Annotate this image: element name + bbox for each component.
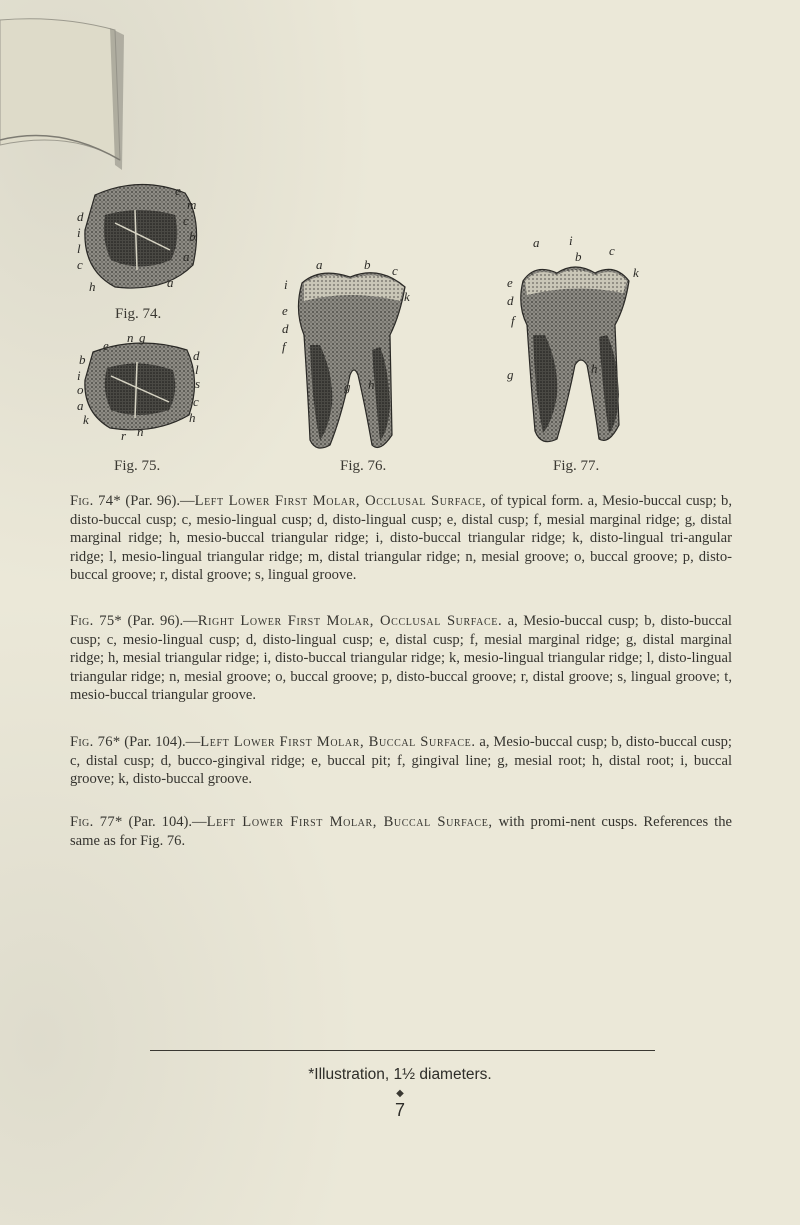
svg-text:a: a [167, 275, 174, 290]
svg-text:f: f [511, 313, 515, 328]
page-number: 7 [394, 1100, 405, 1120]
caption-title: Left Lower First Molar, Occlusal Surface, [194, 493, 487, 509]
caption-fig-75 [70, 612, 732, 705]
svg-text:i: i [77, 368, 81, 383]
caption-body: a, Mesio-buccal cusp; b, disto-buccal cusp; c, mesio-lingual cusp; d, disto-lingual cusp; e, distal cusp; f, mesial marginal ridge; g, distal marginal ridge; h, mesial triangular ridge; i, disto-buccal triangular ridge; k, mesio-lingual triangular ridge; l, disto-lingual triangular ridge; n, mesial groove; o, buccal groove; p, disto-buccal groove; r, distal groove; s, lingual groove; t, mesio-buccal triangular groove. [70, 613, 732, 704]
svg-text:i: i [569, 233, 573, 248]
svg-text:b: b [575, 249, 582, 264]
caption-lead: Fig. 74* [70, 493, 121, 509]
svg-text:i: i [77, 225, 81, 240]
svg-text:a: a [77, 398, 84, 413]
svg-text:k: k [404, 289, 410, 304]
svg-text:n: n [137, 424, 144, 439]
caption-title: Right Lower First Molar, Occlusal Surface. [197, 613, 503, 629]
svg-text:m: m [187, 197, 197, 212]
svg-text:n: n [127, 330, 134, 345]
svg-text:b: b [189, 229, 196, 244]
svg-text:e: e [103, 338, 109, 353]
svg-text:g: g [139, 330, 146, 345]
caption-lead: Fig. 75* [70, 613, 123, 629]
caption-body: a, Mesio-buccal cusp; b, disto-buccal cusp; c, distal cusp; d, bucco-gingival ridge; e, buccal pit; f, gingival line; g, mesial root; h, distal root; i, buccal groove; k, disto-buccal groove. [70, 734, 732, 788]
svg-text:b: b [364, 257, 371, 272]
svg-text:l: l [195, 362, 199, 377]
svg-text:d: d [507, 293, 514, 308]
caption-fig-77 [70, 813, 732, 850]
svg-text:d: d [193, 348, 200, 363]
svg-text:g: g [344, 379, 351, 394]
svg-text:c: c [183, 213, 189, 228]
svg-text:e: e [282, 303, 288, 318]
svg-text:g: g [507, 367, 514, 382]
caption-title: Left Lower First Molar, Buccal Surface, [206, 814, 493, 830]
fig-76-label: Fig. 76. [340, 458, 387, 474]
caption-lead: Fig. 77* [70, 814, 123, 830]
svg-text:i: i [284, 277, 288, 292]
page-fold-artifact [0, 0, 130, 180]
svg-text:r: r [121, 428, 127, 443]
svg-text:k: k [633, 265, 639, 280]
svg-text:c: c [392, 263, 398, 278]
caption-ref: (Par. 104).— [120, 734, 201, 750]
svg-text:e: e [175, 183, 181, 198]
caption-ref: (Par. 96).— [122, 613, 198, 629]
caption-fig-76 [70, 733, 732, 789]
svg-text:c: c [609, 243, 615, 258]
fig-75-occlusal-drawing [75, 330, 215, 450]
svg-text:a: a [183, 249, 190, 264]
svg-text:h: h [189, 410, 196, 425]
caption-title: Left Lower First Molar, Buccal Surface. [200, 734, 476, 750]
caption-ref: (Par. 104).— [122, 814, 207, 830]
svg-text:o: o [77, 382, 84, 397]
svg-text:e: e [507, 275, 513, 290]
svg-text:c: c [77, 257, 83, 272]
svg-text:h: h [368, 377, 375, 392]
caption-ref: (Par. 96).— [120, 493, 195, 509]
svg-text:h: h [89, 279, 96, 294]
illustration-footnote: *Illustration, 1½ diameters. [308, 1066, 492, 1083]
fig-74-occlusal-drawing [75, 175, 215, 305]
fig-75-label: Fig. 75. [114, 458, 161, 474]
fig-77-buccal-drawing [495, 225, 655, 455]
svg-text:a: a [533, 235, 540, 250]
svg-text:k: k [83, 412, 89, 427]
svg-text:l: l [77, 241, 81, 256]
fig-74-label: Fig. 74. [115, 306, 162, 322]
fig-77-label: Fig. 77. [553, 458, 600, 474]
caption-fig-74 [70, 492, 732, 585]
svg-text:d: d [77, 209, 84, 224]
svg-text:f: f [282, 339, 286, 354]
caption-body: with promi-nent cusps. References the same as for Fig. 76. [70, 814, 732, 849]
svg-text:c: c [193, 394, 199, 409]
footnote-ornament: ◆ [396, 1088, 404, 1099]
footnote-divider [150, 1050, 655, 1051]
svg-text:h: h [591, 361, 598, 376]
svg-text:b: b [79, 352, 86, 367]
caption-lead: Fig. 76* [70, 734, 121, 750]
caption-body: of typical form. a, Mesio-buccal cusp; b, disto-buccal cusp; c, mesio-lingual cusp; d, disto-lingual cusp; e, distal cusp; f, mesial marginal ridge; g, distal marginal ridge; h, mesio-buccal triangular ridge; i, disto-buccal triangular ridge; k, disto-lingual tri-angular ridge; l, mesio-lingual triangular ridge; m, distal triangular ridge; n, mesial groove; o, buccal groove; p, disto-buccal groove; r, distal groove; s, lingual groove. [70, 493, 733, 584]
svg-text:s: s [195, 376, 201, 391]
fig-76-buccal-drawing [280, 255, 430, 455]
svg-text:d: d [282, 321, 289, 336]
svg-text:a: a [316, 257, 323, 272]
